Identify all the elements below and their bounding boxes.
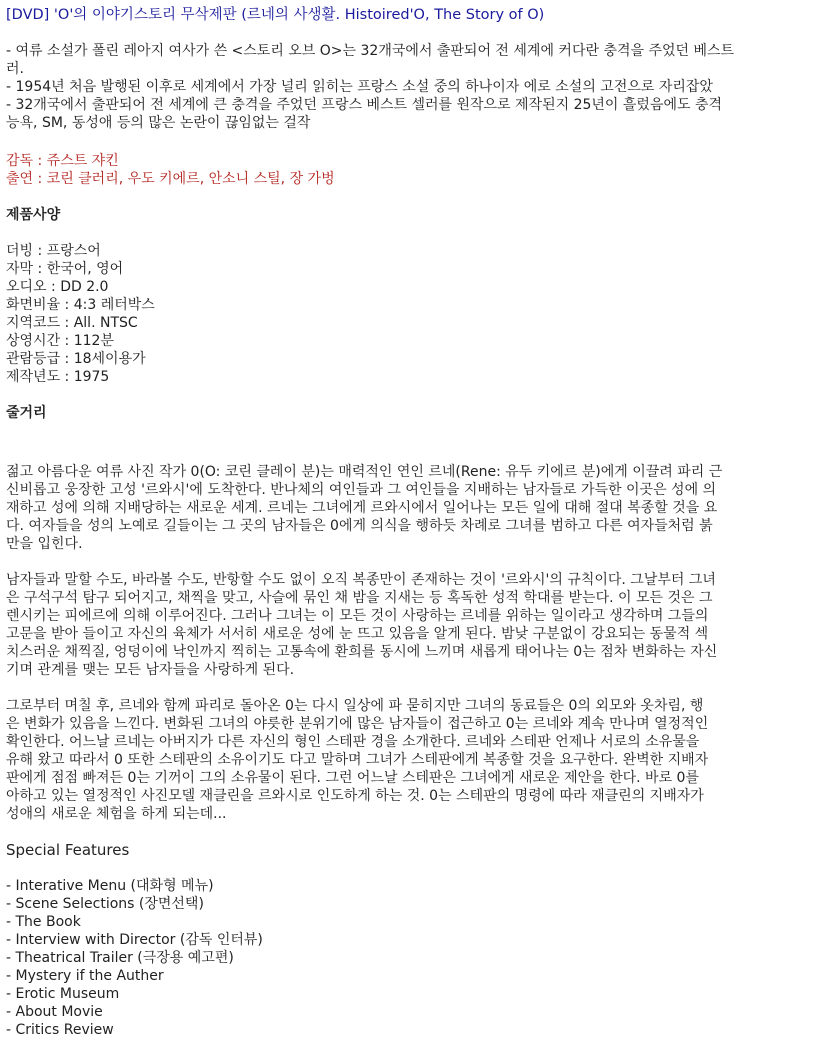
intro-line: - 1954년 처음 발행된 이후로 세계에서 가장 널리 읽히는 프랑스 소설 중의 하나이자 에로 소설의 고전으로 자리잡았 [6, 79, 713, 95]
synopsis-line: 고문을 받아 들이고 자신의 육체가 서서히 새로운 성에 눈 뜨고 있음을 알게 된다. 밤낮 구분없이 강요되는 동물적 섹 [6, 626, 709, 642]
spec-item: 상영시간 : 112분 [6, 333, 114, 349]
director-credit: 감독 : 쥬스트 쟈킨 [6, 153, 119, 169]
synopsis-line: 다. 여자들을 성의 노예로 길들이는 그 곳의 남자들은 0에게 의식을 행하듯 차례로 그녀를 범하고 다른 여자들처럼 붉 [6, 518, 713, 534]
synopsis-heading: 줄거리 [6, 405, 47, 421]
synopsis-line: 확인한다. 어느날 르네는 아버지가 다른 자신의 형인 스테판 경을 소개한다. 르네와 스테판 언제나 서로의 소유물을 [6, 734, 700, 750]
spec-item: 지역코드 : All. NTSC [6, 315, 138, 331]
synopsis-line: 치스러운 채찍질, 엉덩이에 낙인까지 찍히는 고통속에 환희를 동시에 느끼며 새롭게 태어나는 0는 점차 변화하는 자신 [6, 644, 718, 660]
synopsis-section [6, 463, 824, 823]
special-features-heading: Special Features [6, 841, 130, 859]
synopsis-line: 은 구석구석 탐구 되어지고, 채찍을 맞고, 사슬에 묶인 채 밤을 지새는 등 혹독한 성적 학대를 받는다. 이 모든 것은 그 [6, 590, 713, 606]
synopsis-line: 렌시키는 피에르에 의해 이루어진다. 그러나 그녀는 이 모든 것이 사랑하는 르네를 위하는 일이라고 생각하며 그들의 [6, 608, 709, 624]
intro-section [6, 42, 824, 132]
synopsis-line: 은 변화가 있음을 느낀다. 변화된 그녀의 야릇한 분위기에 많은 남자들이 접근하고 0는 르네와 계속 만나며 열정적인 [6, 716, 709, 732]
feature-item: - Interative Menu (대화형 메뉴) [6, 878, 214, 894]
product-title: [DVD] 'O'의 이야기스토리 무삭제판 (르네의 사생활. Histoired'O, The Story of O) [6, 7, 545, 23]
credits-section [6, 152, 824, 188]
synopsis-paragraph [6, 463, 824, 553]
synopsis-line: 유해 왔고 따라서 0 또한 스테판의 소유이기도 다고 말하며 그녀가 스테판에게 복종할 것을 요구한다. 완벽한 지배자 [6, 752, 709, 768]
synopsis-line: 성애의 새로운 체험을 하게 되는데... [6, 806, 227, 822]
intro-line: - 여류 소설가 폴린 레아지 여사가 쓴 <스토리 오브 O>는 32개국에서 출판되어 전 세계에 커다란 충격을 주었던 베스트 [6, 43, 735, 59]
synopsis-line: 그로부터 며칠 후, 르네와 함께 파리로 돌아온 0는 다시 일상에 파 묻히지만 그녀의 동료들은 0의 외모와 옷차림, 행 [6, 698, 704, 714]
feature-item: - The Book [6, 914, 81, 930]
cast-credit: 출연 : 코린 클러리, 우도 키에르, 안소니 스틸, 장 가벙 [6, 171, 335, 187]
spec-item: 화면비율 : 4:3 레터박스 [6, 297, 155, 313]
intro-line: - 32개국에서 출판되어 전 세계에 큰 충격을 주었던 프랑스 베스트 셀러를 원작으로 제작된지 25년이 흘렀음에도 충격 [6, 97, 723, 113]
specs-heading: 제품사양 [6, 207, 61, 223]
intro-line: 러. [6, 61, 24, 77]
synopsis-paragraph [6, 571, 824, 679]
synopsis-line: 아하고 있는 열정적인 사진모델 재클린을 르와시로 인도하게 하는 것. 0는 스테판의 명령에 따라 재클린의 지배자가 [6, 788, 704, 804]
feature-item: - About Movie [6, 1004, 103, 1020]
feature-item: - Erotic Museum [6, 986, 120, 1002]
feature-item: - Scene Selections (장면선택) [6, 896, 204, 912]
feature-item: - Critics Review [6, 1022, 114, 1038]
synopsis-line: 남자들과 말할 수도, 바라볼 수도, 반항할 수도 없이 오직 복종만이 존재하는 것이 '르와시'의 규칙이다. 그날부터 그녀 [6, 572, 716, 588]
feature-item: - Mystery if the Auther [6, 968, 164, 984]
feature-item: - Theatrical Trailer (극장용 예고편) [6, 950, 234, 966]
feature-item: - Interview with Director (감독 인터뷰) [6, 932, 263, 948]
spec-item: 오디오 : DD 2.0 [6, 279, 109, 295]
synopsis-line: 판에게 점점 빠져든 0는 기꺼이 그의 소유물이 된다. 그런 어느날 스테판은 그녀에게 새로운 제안을 한다. 바로 0를 [6, 770, 699, 786]
synopsis-line: 젊고 아름다운 여류 사진 작가 0(O: 코린 클레이 분)는 매력적인 연인 르네(Rene: 유두 키에르 분)에게 이끌려 파리 근 [6, 464, 723, 480]
synopsis-paragraph [6, 697, 824, 823]
synopsis-line: 기며 관계를 맺는 모든 남자들을 사랑하게 된다. [6, 662, 295, 678]
spec-item: 제작년도 : 1975 [6, 369, 110, 385]
synopsis-line: 만을 입힌다. [6, 536, 83, 552]
spec-item: 자막 : 한국어, 영어 [6, 261, 124, 277]
spec-item: 관람등급 : 18세이용가 [6, 351, 146, 367]
specs-list [6, 242, 824, 386]
synopsis-line: 신비롭고 웅장한 고성 '르와시'에 도착한다. 반나체의 여인들과 그 여인들을 지배하는 남자들로 가득한 이곳은 성에 의 [6, 482, 717, 498]
synopsis-line: 재하고 성에 의해 지배당하는 새로운 세계. 르네는 그녀에게 르와시에서 일어나는 모든 일에 대해 절대 복종할 것을 요 [6, 500, 718, 516]
spec-item: 더빙 : 프랑스어 [6, 243, 101, 259]
product-description [6, 0, 824, 1039]
special-features-list [6, 877, 824, 1039]
intro-line: 능욕, SM, 동성애 등의 많은 논란이 끊임없는 걸작 [6, 115, 311, 131]
